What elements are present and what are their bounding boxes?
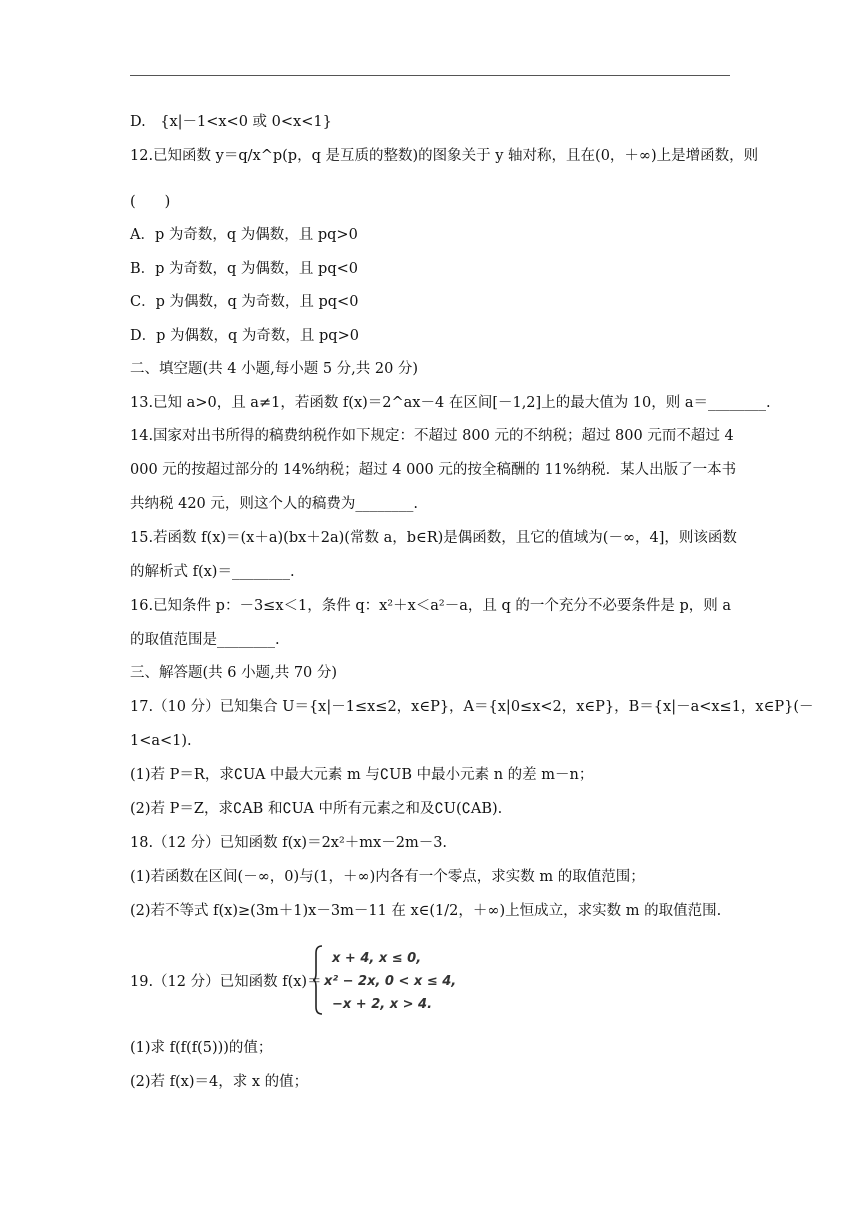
question-17-line2: 1<a<1). xyxy=(130,733,192,749)
question-19-part1: (1)求 f(f(f(5)))的值； xyxy=(130,1040,273,1056)
question-12-stem: 12.已知函数 y＝q/x^p(p，q 是互质的整数)的图象关于 y 轴对称，且在(0，＋∞)上是增函数，则 xyxy=(130,148,759,164)
header-rule xyxy=(130,75,730,76)
piecewise-case-2: x² − 2x, 0 < x ≤ 4, xyxy=(324,974,457,989)
question-15-line1: 15.若函数 f(x)＝(x＋a)(bx＋2a)(常数 a，b∈R)是偶函数，且它的值域为(－∞，4]，则该函数 xyxy=(130,530,737,546)
question-19-part2: (2)若 f(x)＝4，求 x 的值； xyxy=(130,1074,309,1090)
left-brace-icon xyxy=(312,945,324,1015)
question-18-part1: (1)若函数在区间(－∞，0)与(1，＋∞)内各有一个零点，求实数 m 的取值范围； xyxy=(130,869,645,885)
question-13: 13.已知 a>0，且 a≠1，若函数 f(x)＝2^ax－4 在区间[－1,2]上的最大值为 10，则 a＝________. xyxy=(130,395,771,411)
question-17-line1: 17.（10 分）已知集合 U＝{x|－1≤x≤2，x∈P}，A＝{x|0≤x<2，x∈P}，B＝{x|－a<x≤1，x∈P}(－ xyxy=(130,699,814,715)
piecewise-function xyxy=(312,945,472,1021)
question-14-line3: 共纳税 420 元，则这个人的稿费为________. xyxy=(130,496,419,512)
option-c-q12: C．p 为偶数，q 为奇数，且 pq<0 xyxy=(130,294,359,310)
piecewise-case-1: x + 4, x ≤ 0, xyxy=(332,951,422,966)
question-16-line2: 的取值范围是________. xyxy=(130,632,280,648)
question-15-line2: 的解析式 f(x)＝________. xyxy=(130,564,295,580)
question-14-line2: 000 元的按超过部分的 14%纳税；超过 4 000 元的按全稿酬的 11%纳税．某人出版了一本书 xyxy=(130,462,737,478)
question-17-part1: (1)若 P＝R，求∁UA 中最大元素 m 与∁UB 中最小元素 n 的差 m－n； xyxy=(130,767,594,783)
question-17-part2: (2)若 P＝Z，求∁AB 和∁UA 中所有元素之和及∁U(∁AB). xyxy=(130,801,503,817)
option-d-q11: D. {x|－1<x<0 或 0<x<1} xyxy=(130,114,332,130)
option-b-q12: B．p 为奇数，q 为偶数，且 pq<0 xyxy=(130,261,358,277)
section-fill-in-heading: 二、填空题(共 4 小题,每小题 5 分,共 20 分) xyxy=(130,361,419,377)
section-answer-heading: 三、解答题(共 6 小题,共 70 分) xyxy=(130,665,338,681)
question-12-blank: ( ) xyxy=(130,194,171,210)
question-16-line1: 16.已知条件 p：－3≤x＜1，条件 q：x²＋x＜a²－a，且 q 的一个充分不必要条件是 p，则 a xyxy=(130,598,732,614)
option-d-q12: D．p 为偶数，q 为奇数，且 pq>0 xyxy=(130,328,359,344)
question-18-stem: 18.（12 分）已知函数 f(x)＝2x²＋mx－2m－3. xyxy=(130,835,448,851)
question-19-stem: 19.（12 分）已知函数 f(x)＝ xyxy=(130,974,322,990)
option-a-q12: A．p 为奇数，q 为偶数，且 pq>0 xyxy=(130,227,358,243)
question-18-part2: (2)若不等式 f(x)≥(3m＋1)x－3m－11 在 x∈(1/2，＋∞)上恒成立，求实数 m 的取值范围. xyxy=(130,903,722,919)
question-14-line1: 14.国家对出书所得的稿费纳税作如下规定：不超过 800 元的不纳税；超过 800 元而不超过 4 xyxy=(130,428,734,444)
piecewise-case-3: −x + 2, x > 4. xyxy=(332,997,433,1012)
